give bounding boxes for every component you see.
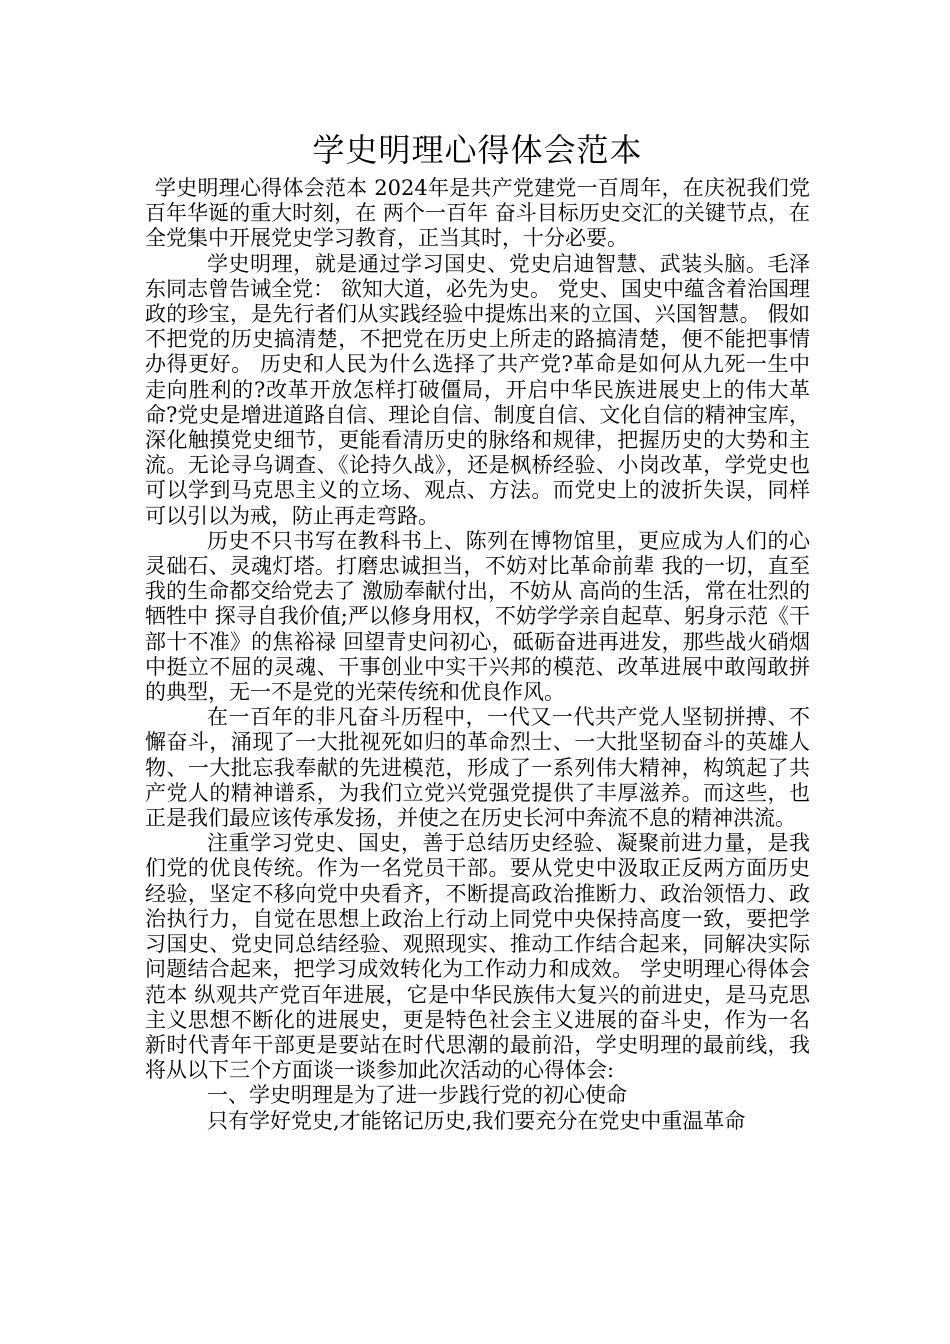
paragraph-remember-history: 只有学好党史,才能铭记历史,我们要充分在党史中重温革命 bbox=[207, 1108, 746, 1133]
paragraph-spiritual-lighthouse: 历史不只书写在教科书上、陈列在博物馆里，更应成为人们的心灵础石、灵魂灯塔。打磨忠诚担当，不妨对比革命前辈 我的一切，直至我的生命都交给党去了 激励奉献付出，不妨从 高尚的生活，常在壮烈的牺牲中 探寻自我价值;严以修身用权，不妨学学亲自起草、躬身示范《干部十不准》的焦裕禄 回望青史问初心，砥砺奋进再进发，那些战火硝烟中挺立不屈的灵魂、干事创业中实干兴邦的模范、改革进展中敢闯敢拼的典型，无一不是党的光荣传统和优良作风。 bbox=[145, 528, 810, 705]
document-title: 学史明理心得体会范本 bbox=[312, 131, 643, 169]
document-body bbox=[145, 128, 810, 1134]
paragraph-intro: 学史明理心得体会范本 2024年是共产党建党一百周年，在庆祝我们党百年华诞的重大时刻，在 两个一百年 奋斗目标历史交汇的关键节点，在全党集中开展党史学习教育，正当其时，十分必要。 bbox=[145, 176, 810, 251]
paragraph-learning-tradition: 注重学习党史、国史，善于总结历史经验、凝聚前进力量，是我们党的优良传统。作为一名党员干部。要从党史中汲取正反两方面历史经验，坚定不移向党中央看齐，不断提高政治推断力、政治领悟力、政治执行力，自觉在思想上政治上行动上同党中央保持高度一致，要把学习国史、党史同总结经验、观照现实、推动工作结合起来，同解决实际问题结合起来，把学习成效转化为工作动力和成效。 学史明理心得体会范本 纵观共产党百年进展，它是中华民族伟大复兴的前进史，是马克思主义思想不断化的进展史，更是特色社会主义进展的奋斗史，作为一名新时代青年干部更是要站在时代思潮的最前沿，学史明理的最前线，我将从以下三个方面谈一谈参加此次活动的心得体会: bbox=[145, 831, 810, 1083]
section-heading-one: 一、学史明理是为了进一步践行党的初心使命 bbox=[207, 1083, 627, 1108]
paragraph-history-wisdom: 学史明理，就是通过学习国史、党史启迪智慧、武装头脑。毛泽东同志曾告诫全党： 欲知大道，必先为史。 党史、国史中蕴含着治国理政的珍宝，是先行者们从实践经验中提炼出来的立国、兴国智慧。 假如不把党的历史搞清楚，不把党在历史上所走的路搞清楚，便不能把事情办得更好。 历史和人民为什么选择了共产党?革命是如何从九死一生中走向胜利的?改革开放怎样打破僵局，开启中华民族进展史上的伟大革命?党史是增进道路自信、理论自信、制度自信、文化自信的精神宝库，深化触摸党史细节，更能看清历史的脉络和规律，把握历史的大势和主流。无论寻乌调查、《论持久战》，还是枫桥经验、小岗改革，学党史也可以学到马克思主义的立场、观点、方法。而党史上的波折失误，同样可以引以为戒，防止再走弯路。 bbox=[145, 251, 810, 528]
paragraph-century-struggle: 在一百年的非凡奋斗历程中，一代又一代共产党人坚韧拼搏、不懈奋斗，涌现了一大批视死如归的革命烈士、一大批坚韧奋斗的英雄人物、一大批忘我奉献的先进模范，形成了一系列伟大精神，构筑起了共产党人的精神谱系，为我们立党兴党强党提供了丰厚滋养。而这些，也正是我们最应该传承发扬，并使之在历史长河中奔流不息的精神洪流。 bbox=[145, 705, 810, 831]
